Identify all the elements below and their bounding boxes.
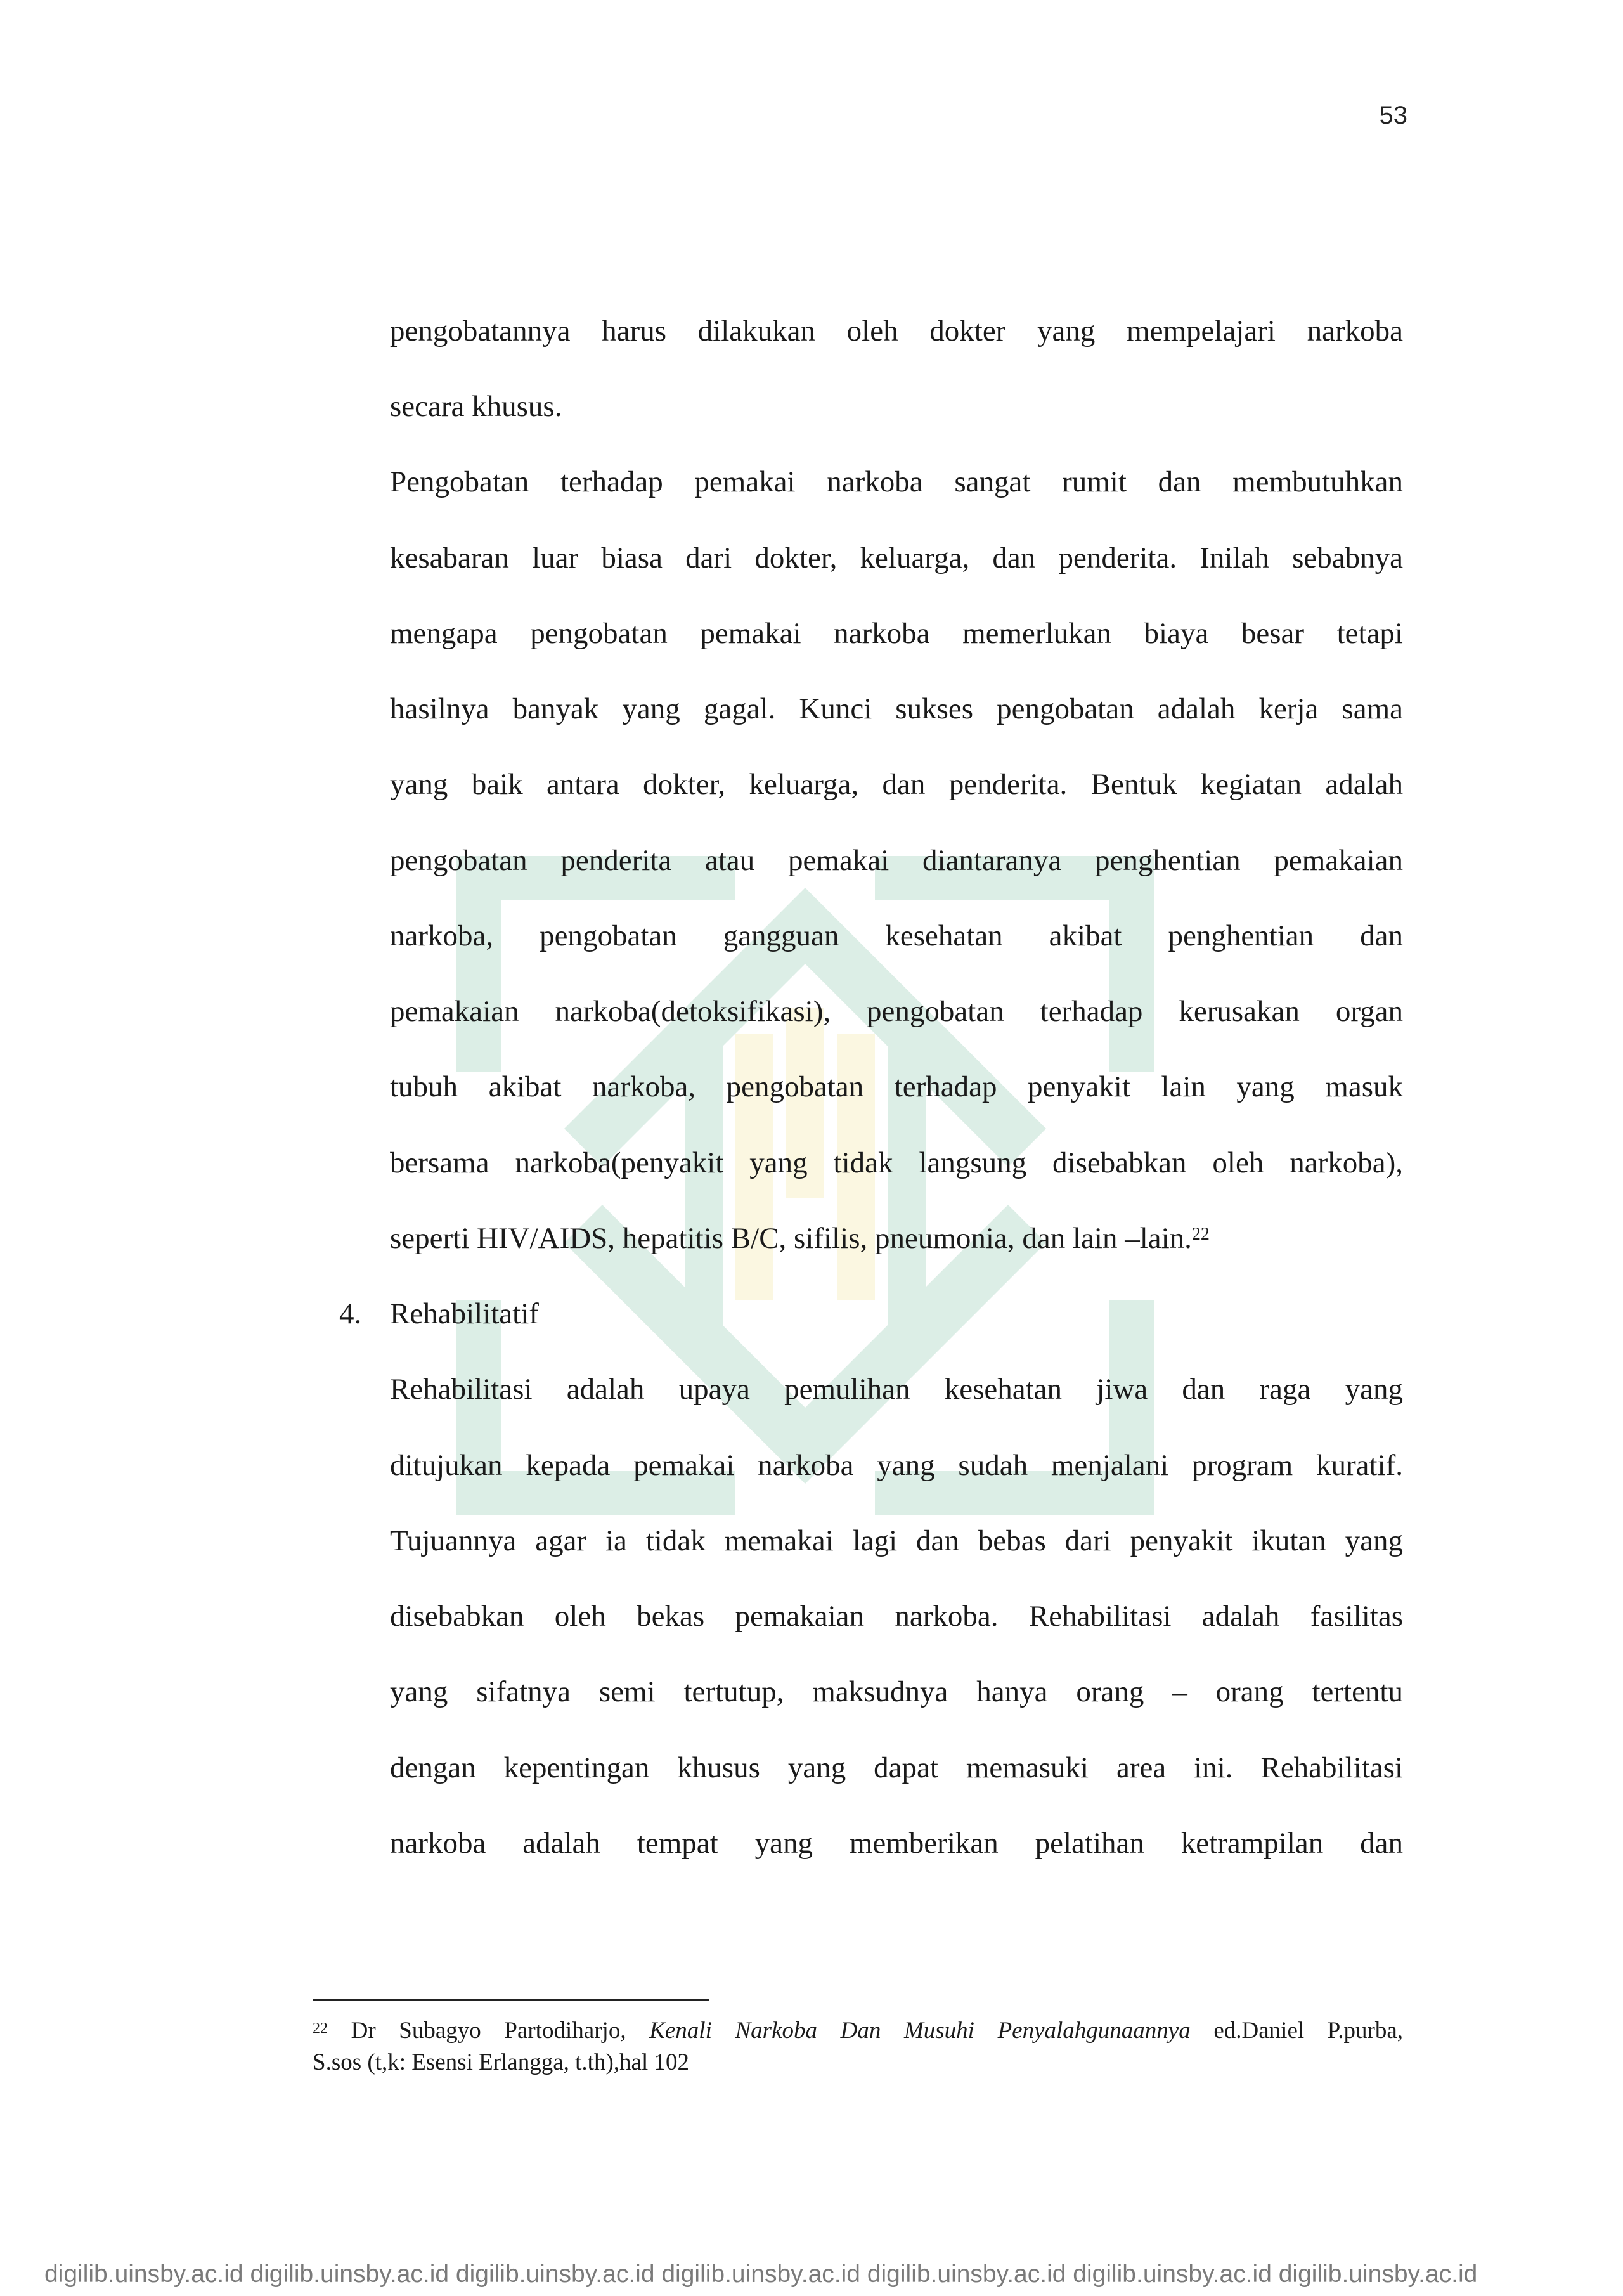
paragraph-line: pemakaian narkoba(detoksifikasi), pengobatan terhadap kerusakan organ [390, 995, 1403, 1028]
footnote-line [313, 2016, 1403, 2046]
footnote-reference[interactable]: 22 [1191, 1224, 1210, 1244]
paragraph-line: Rehabilitasi adalah upaya pemulihan kesehatan jiwa dan raga yang [390, 1373, 1403, 1406]
paragraph-line: pengobatannya harus dilakukan oleh dokter yang mempelajari narkoba [390, 315, 1403, 347]
paragraph-line: pengobatan penderita atau pemakai diantaranya penghentian pemakaian [390, 844, 1403, 877]
footnote-book-title: Kenali Narkoba Dan Musuhi Penyalahgunaannya [649, 2018, 1191, 2044]
footnote-line: S.sos (t,k: Esensi Erlangga, t.th),hal 102 [313, 2049, 689, 2075]
paragraph-line-last [390, 1221, 1403, 1256]
list-item-title: Rehabilitatif [390, 1297, 539, 1330]
paragraph-line: Pengobatan terhadap pemakai narkoba sangat rumit dan membutuhkan [390, 465, 1403, 498]
paragraph-line: mengapa pengobatan pemakai narkoba memerlukan biaya besar tetapi [390, 617, 1403, 650]
paragraph-line: narkoba, pengobatan gangguan kesehatan akibat penghentian dan [390, 919, 1403, 952]
paragraph-line: tubuh akibat narkoba, pengobatan terhadap penyakit lain yang masuk [390, 1070, 1403, 1103]
footer-site-links: digilib.uinsby.ac.id digilib.uinsby.ac.id digilib.uinsby.ac.id digilib.uinsby.ac.id digilib.uinsby.ac.id digilib.uinsby.ac.id digilib.uinsby.ac.id [44, 2260, 1478, 2288]
page-number: 53 [1379, 101, 1407, 129]
paragraph-line: dengan kepentingan khusus yang dapat memasuki area ini. Rehabilitasi [390, 1751, 1403, 1784]
paragraph-line: secara khusus. [390, 390, 562, 423]
paragraph-text: seperti HIV/AIDS, hepatitis B/C, sifilis, pneumonia, dan lain –lain. [390, 1222, 1192, 1255]
paragraph-line: kesabaran luar biasa dari dokter, keluarga, dan penderita. Inilah sebabnya [390, 542, 1403, 574]
paragraph-line: disebabkan oleh bekas pemakaian narkoba. Rehabilitasi adalah fasilitas [390, 1600, 1403, 1633]
paragraph-line: yang sifatnya semi tertutup, maksudnya hanya orang – orang tertentu [390, 1675, 1403, 1708]
footnote-editor: ed.Daniel P.purba, [1190, 2018, 1403, 2044]
footnote-number: 22 [313, 2020, 328, 2037]
list-item-number: 4. [339, 1297, 362, 1330]
paragraph-line: yang baik antara dokter, keluarga, dan penderita. Bentuk kegiatan adalah [390, 768, 1403, 801]
footnote-divider [313, 1999, 709, 2001]
paragraph-line: ditujukan kepada pemakai narkoba yang sudah menjalani program kuratif. [390, 1449, 1403, 1482]
paragraph-line: hasilnya banyak yang gagal. Kunci sukses pengobatan adalah kerja sama [390, 692, 1403, 725]
footnote-author: Dr Subagyo Partodiharjo, [351, 2018, 650, 2044]
paragraph-line: bersama narkoba(penyakit yang tidak langsung disebabkan oleh narkoba), [390, 1146, 1403, 1179]
paragraph-line: narkoba adalah tempat yang memberikan pelatihan ketrampilan dan [390, 1827, 1403, 1860]
paragraph-line: Tujuannya agar ia tidak memakai lagi dan bebas dari penyakit ikutan yang [390, 1524, 1403, 1557]
